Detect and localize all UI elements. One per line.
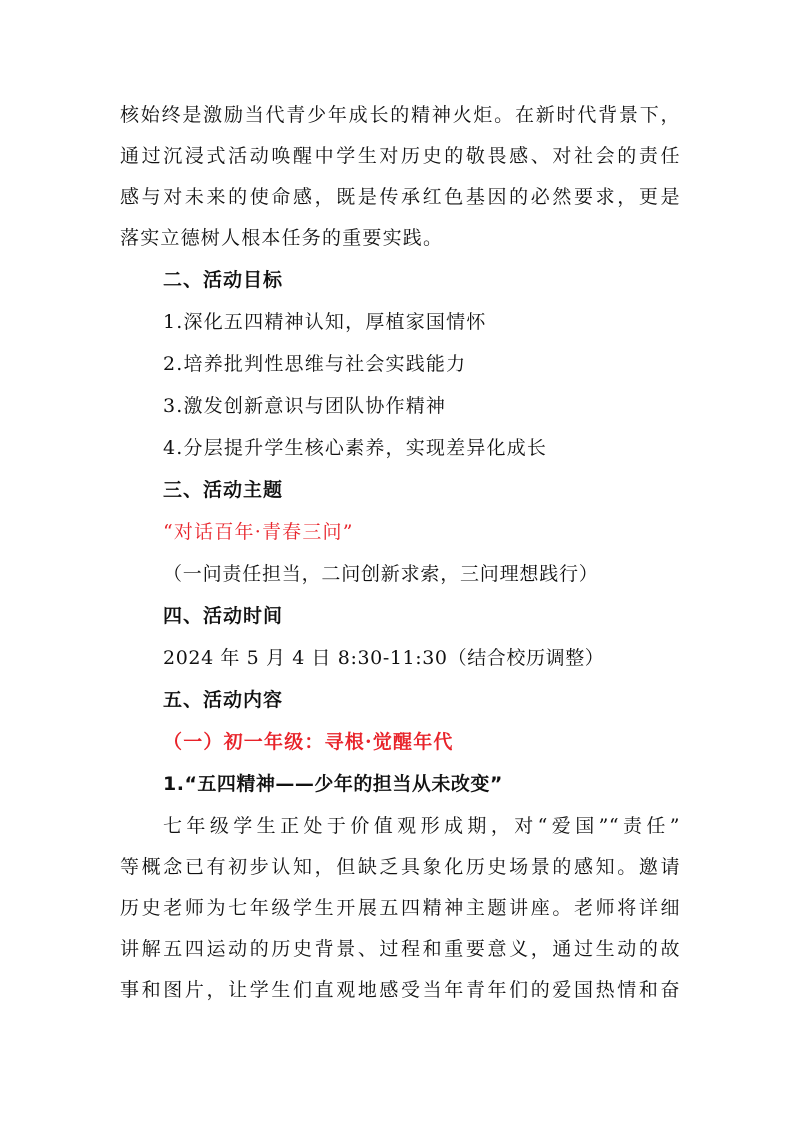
goal-item-3: 3.激发创新意识与团队协作精神 (163, 395, 447, 417)
body-line-5: 事和图片，让学生们直观地感受当年青年们的爱国热情和奋 (120, 979, 680, 1001)
intro-line-3: 感与对未来的使命感，既是传承红色基因的必然要求，更是 (120, 186, 680, 208)
section-3-heading: 三、活动主题 (163, 479, 284, 501)
section-5-heading: 五、活动内容 (163, 689, 284, 711)
goal-item-2: 2.培养批判性思维与社会实践能力 (163, 353, 467, 375)
body-line-1: 七年级学生正处于价值观形成期，对“爱国”“责任” (163, 815, 680, 837)
body-line-2: 等概念已有初步认知，但缺乏具象化历史场景的感知。邀请 (120, 856, 680, 878)
grade-subheading: （一）初一年级：寻根·觉醒年代 (163, 731, 454, 753)
intro-line-1: 核始终是激励当代青少年成长的精神火炬。在新时代背景下， (120, 104, 680, 126)
theme-subtitle: （一问责任担当，二问创新求索，三问理想践行） (163, 563, 599, 585)
intro-line-4: 落实立德树人根本任务的重要实践。 (120, 227, 444, 249)
item-title: 1.“五四精神——少年的担当从未改变” (163, 773, 503, 795)
goal-item-1: 1.深化五四精神认知，厚植家国情怀 (163, 311, 487, 333)
body-line-3: 历史老师为七年级学生开展五四精神主题讲座。老师将详细 (120, 897, 680, 919)
activity-theme: “对话百年·青春三问” (163, 521, 354, 543)
intro-line-2: 通过沉浸式活动唤醒中学生对历史的敬畏感、对社会的责任 (120, 145, 680, 167)
section-2-heading: 二、活动目标 (163, 269, 284, 291)
goal-item-4: 4.分层提升学生核心素养，实现差异化成长 (163, 437, 548, 459)
activity-time: 2024 年 5 月 4 日 8:30-11:30（结合校历调整） (163, 647, 605, 669)
body-line-4: 讲解五四运动的历史背景、过程和重要意义，通过生动的故 (120, 938, 680, 960)
section-4-heading: 四、活动时间 (163, 605, 284, 627)
